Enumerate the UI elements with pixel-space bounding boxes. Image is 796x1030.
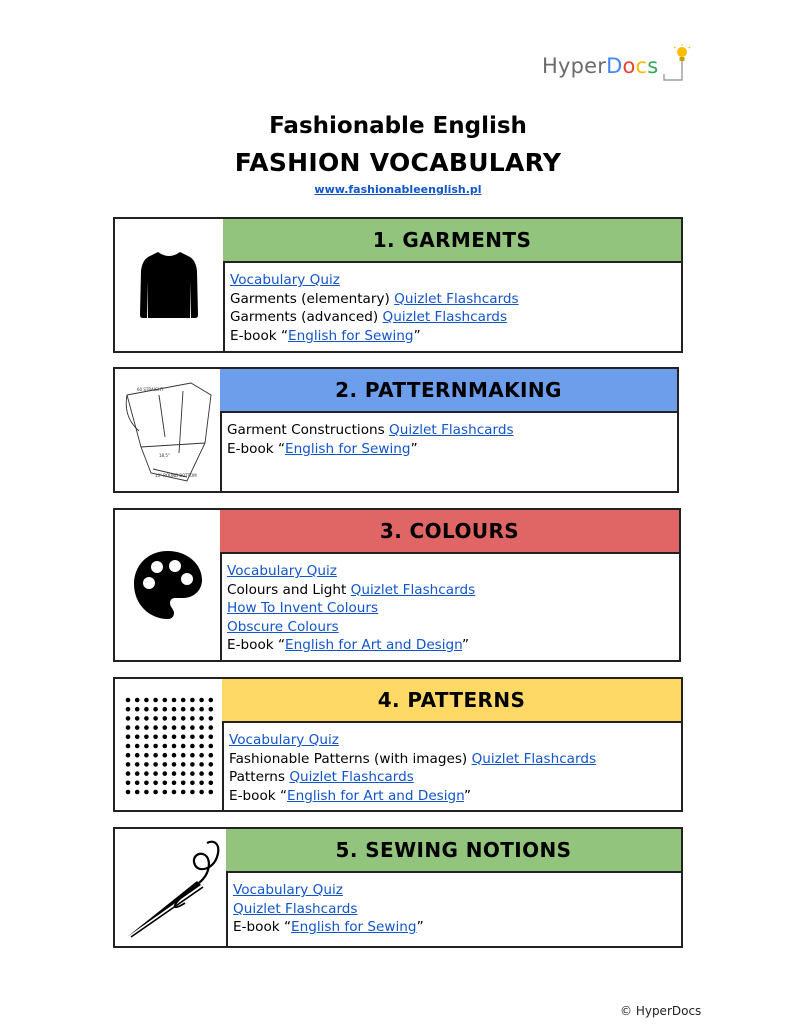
link-line-suffix: ” (410, 440, 418, 457)
link-line (229, 768, 681, 787)
resource-link[interactable]: Quizlet Flashcards (471, 750, 597, 767)
resource-link[interactable]: How To Invent Colours (227, 600, 379, 616)
svg-text:13" ROUND BOTTOM: 13" ROUND BOTTOM (154, 473, 197, 478)
lightbulb-icon (660, 44, 694, 88)
resource-link[interactable]: Vocabulary Quiz (229, 732, 339, 748)
link-line-suffix: ” (413, 327, 421, 344)
link-line (229, 731, 681, 750)
section-links-patternmaking (220, 413, 677, 491)
resource-link[interactable]: Quizlet Flashcards (289, 769, 414, 785)
link-line-label: E-book “ (227, 440, 285, 457)
section-links-patterns (222, 723, 681, 810)
link-line (230, 327, 681, 346)
needle-thread-icon (119, 833, 223, 943)
section-links-colours (220, 554, 679, 660)
link-line (227, 421, 677, 440)
link-line (229, 750, 681, 769)
link-line (230, 290, 681, 309)
link-line-label: Garments (elementary) (230, 290, 395, 307)
resource-link[interactable]: Obscure Colours (227, 618, 339, 635)
link-line (229, 787, 681, 806)
logo-text-hyper: Hyper (542, 54, 607, 78)
link-line-label: Garments (advanced) (230, 309, 383, 325)
footer-copyright: © HyperDocs (620, 1004, 702, 1018)
link-line-label: Colours and Light (227, 581, 351, 598)
link-line-label: E-book “ (229, 787, 287, 804)
resource-link[interactable]: Quizlet Flashcards (350, 581, 476, 598)
resource-link[interactable]: English for Art and Design (287, 787, 465, 804)
link-line-suffix: ” (416, 919, 424, 935)
link-line (230, 271, 681, 290)
resource-link[interactable]: English for Sewing (288, 327, 414, 344)
page-title: Fashionable English (269, 113, 527, 139)
resource-link[interactable]: Vocabulary Quiz (233, 882, 343, 898)
link-line (230, 308, 681, 327)
section-garments (113, 217, 683, 353)
link-line-suffix: ” (462, 637, 470, 653)
section-heading-patterns: 4. PATTERNS (222, 679, 681, 723)
svg-text:18.5": 18.5" (158, 453, 170, 458)
link-line (233, 900, 681, 919)
link-line-label: E-book “ (233, 919, 291, 935)
hyperdocs-logo (542, 44, 692, 88)
resource-link[interactable]: Quizlet Flashcards (382, 309, 508, 325)
section-links-garments (223, 263, 681, 351)
page-subtitle: FASHION VOCABULARY (234, 148, 562, 177)
resource-link[interactable]: English for Sewing (285, 440, 411, 457)
section-heading-patternmaking: 2. PATTERNMAKING (220, 369, 677, 413)
resource-link[interactable]: Quizlet Flashcards (233, 900, 358, 917)
link-line (233, 881, 681, 900)
section-colours (113, 508, 681, 662)
resource-link[interactable]: Vocabulary Quiz (227, 563, 337, 579)
sweater-icon (138, 249, 200, 321)
link-line-label: E-book “ (227, 637, 285, 653)
resource-link[interactable]: Quizlet Flashcards (389, 422, 514, 438)
section-patterns (113, 677, 683, 812)
link-line-label: Fashionable Patterns (with images) (229, 750, 472, 767)
section-sewing-notions (113, 827, 683, 948)
link-line (227, 562, 679, 581)
polka-dot-icon (123, 695, 215, 795)
section-heading-garments: 1. GARMENTS (223, 219, 681, 263)
resource-link[interactable]: English for Art and Design (285, 637, 463, 653)
link-line (227, 636, 679, 655)
link-line-label: Patterns (229, 769, 290, 785)
logo-text-docs: Docs (606, 54, 659, 78)
link-line (227, 440, 677, 459)
resource-link[interactable]: Vocabulary Quiz (230, 272, 340, 288)
website-link[interactable]: www.fashionableenglish.pl (314, 183, 482, 196)
link-line-suffix: ” (464, 787, 472, 804)
website-link-wrapper (0, 183, 796, 196)
section-heading-colours: 3. COLOURS (220, 510, 679, 554)
resource-link[interactable]: English for Sewing (291, 919, 417, 935)
link-line (227, 581, 679, 600)
link-line-label: Garment Constructions (227, 422, 390, 438)
palette-icon (132, 549, 204, 621)
svg-text:60 STRAIGHT: 60 STRAIGHT (136, 387, 163, 392)
resource-link[interactable]: Quizlet Flashcards (394, 290, 519, 307)
section-patternmaking (113, 367, 679, 493)
link-line (227, 599, 679, 618)
section-heading-sewing-notions: 5. SEWING NOTIONS (226, 829, 681, 873)
link-line (227, 618, 679, 637)
link-line-label: E-book “ (230, 327, 288, 344)
section-links-sewing-notions (226, 873, 681, 946)
pattern-draft-icon (119, 373, 217, 487)
link-line (233, 918, 681, 937)
